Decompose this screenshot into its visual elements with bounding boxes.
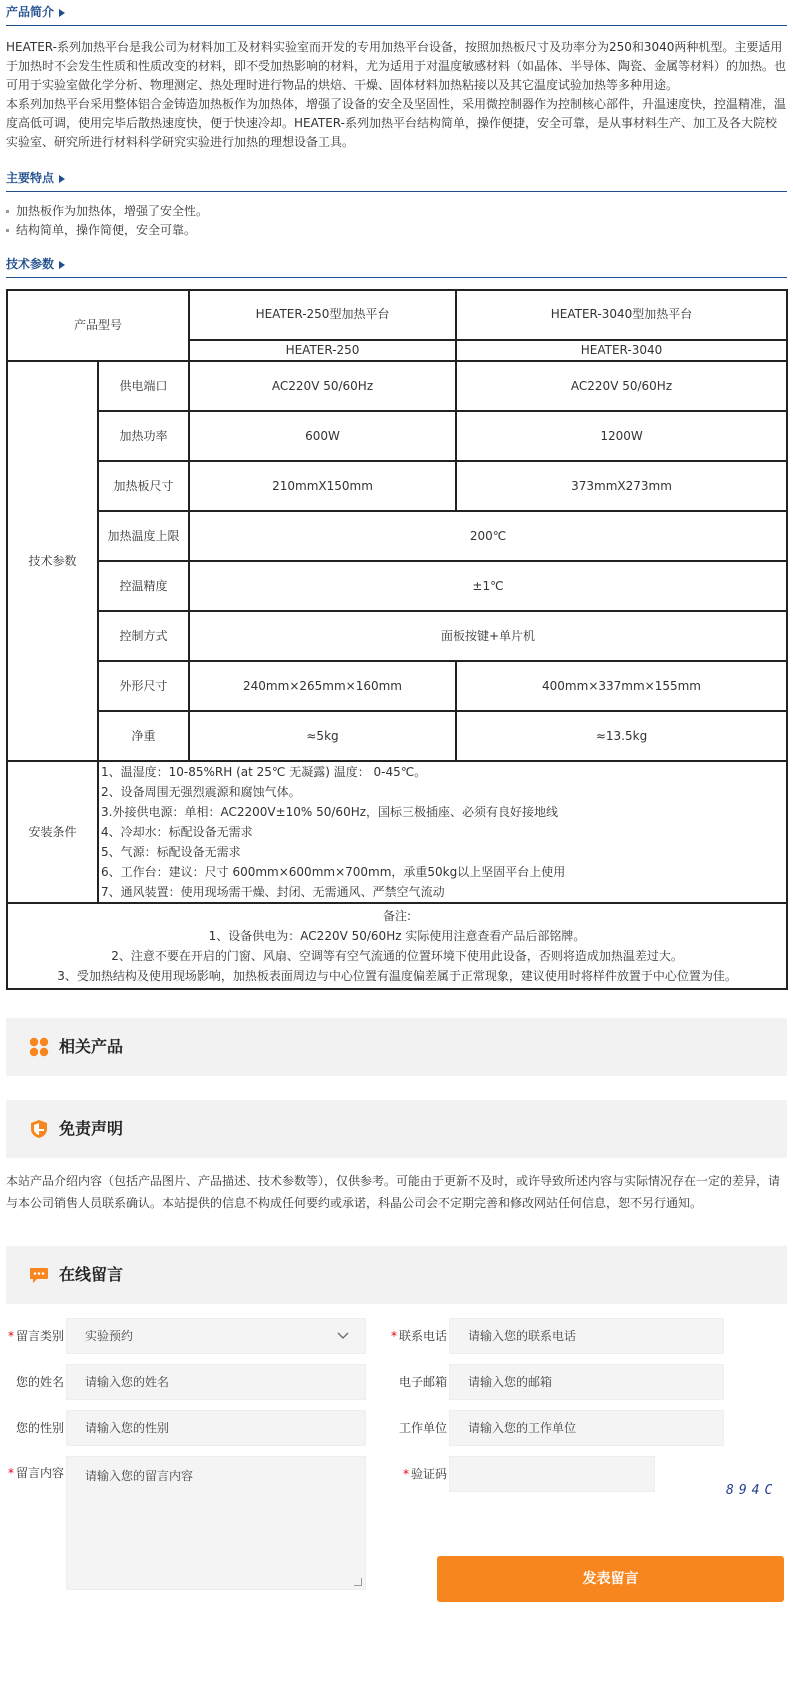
model-code-a: HEATER-250 [189, 340, 456, 361]
notes [7, 903, 787, 989]
panel-title: 在线留言 [59, 1265, 124, 1285]
content-row [6, 1456, 366, 1590]
cell-value: 面板按键+单片机 [189, 611, 787, 661]
email-row [389, 1364, 724, 1400]
row-label: 加热温度上限 [98, 511, 189, 561]
cell-value: AC220V 50/60Hz [189, 361, 456, 411]
install-item: 7、通风装置：使用现场需干燥、封闭、无需通风、严禁空气流动 [101, 885, 445, 900]
cell-value: 400mm×337mm×155mm [456, 661, 787, 711]
section-header-specs [6, 252, 787, 278]
row-label: 供电端口 [98, 361, 189, 411]
captcha-input[interactable] [449, 1456, 655, 1492]
install-item: 4、冷却水：标配设备无需求 [101, 825, 253, 840]
cell-value: 210mmX150mm [189, 461, 456, 511]
install-item: 1、温湿度：10-85%RH (at 25℃ 无凝露) 温度： 0-45℃。 [101, 765, 427, 780]
email-input[interactable]: 请输入您的邮箱 [449, 1364, 724, 1400]
gender-input[interactable]: 请输入您的性别 [66, 1410, 366, 1446]
resize-handle-icon[interactable] [354, 1578, 362, 1586]
row-label: 加热功率 [98, 411, 189, 461]
content-label: * 留言内容 [7, 1466, 64, 1481]
company-label: 工作单位 [398, 1420, 447, 1435]
chevron-down-icon [337, 1327, 349, 1346]
gender-label: 您的性别 [15, 1420, 64, 1435]
cell-value: 1200W [456, 411, 787, 461]
install-label: 安装条件 [7, 761, 98, 903]
cell-value: 240mm×265mm×160mm [189, 661, 456, 711]
list-item: 结构简单，操作简便，安全可靠。 [6, 221, 787, 240]
model-name-a: HEATER-250型加热平台 [189, 290, 456, 340]
cell-value: ±1℃ [189, 561, 787, 611]
section-title: 技术参数 [6, 256, 55, 271]
row-label: 控温精度 [98, 561, 189, 611]
chat-icon [29, 1265, 49, 1285]
phone-input[interactable]: 请输入您的联系电话 [449, 1318, 724, 1354]
captcha-image[interactable]: 894C [726, 1483, 778, 1499]
triangle-right-icon [59, 175, 65, 183]
cell-value: 200℃ [189, 511, 787, 561]
install-item: 6、工作台：建议：尺寸 600mm×600mm×700mm，承重50kg以上坚固平台上使用 [101, 865, 566, 880]
note-item: 2、注意不要在开启的门窗、风扇、空调等有空气流通的位置环境下使用此设备，否则将造成加热温差过大。 [111, 949, 683, 964]
spec-table [6, 289, 788, 990]
company-input[interactable]: 请输入您的工作单位 [449, 1410, 724, 1446]
name-label: 您的姓名 [15, 1374, 64, 1389]
message-form [6, 1318, 786, 1618]
triangle-right-icon [59, 9, 65, 17]
email-label: 电子邮箱 [398, 1374, 447, 1389]
row-label: 控制方式 [98, 611, 189, 661]
company-row [389, 1410, 724, 1446]
install-conditions [98, 761, 787, 903]
name-input[interactable]: 请输入您的姓名 [66, 1364, 366, 1400]
phone-label: * 联系电话 [390, 1328, 447, 1343]
content-textarea[interactable] [66, 1456, 366, 1590]
note-item: 1、设备供电为：AC220V 50/60Hz 实际使用注意查看产品后部铭牌。 [208, 929, 586, 944]
install-item: 5、气源：标配设备无需求 [101, 845, 241, 860]
cell-value: 600W [189, 411, 456, 461]
category-label: * 留言类别 [7, 1328, 64, 1343]
phone-row [389, 1318, 724, 1354]
disclaimer-header [6, 1100, 787, 1158]
section-header-features [6, 166, 787, 192]
panel-title: 免责声明 [59, 1119, 124, 1139]
intro-text [6, 26, 787, 166]
submit-button[interactable]: 发表留言 [437, 1556, 784, 1602]
category-select[interactable] [66, 1318, 366, 1354]
cell-value: AC220V 50/60Hz [456, 361, 787, 411]
shield-icon [29, 1119, 49, 1139]
section-header-intro [6, 0, 787, 26]
model-name-b: HEATER-3040型加热平台 [456, 290, 787, 340]
gender-row [6, 1410, 366, 1446]
cell-value: ≈13.5kg [456, 711, 787, 761]
related-products-header [6, 1018, 787, 1076]
row-label: 净重 [98, 711, 189, 761]
note-item: 3、受加热结构及使用现场影响，加热板表面周边与中心位置有温度偏差属于正常现象，建议使用时将样件放置于中心位置为佳。 [57, 969, 737, 984]
spec-group-label: 技术参数 [7, 361, 98, 761]
triangle-right-icon [59, 261, 65, 269]
disclaimer-text: 本站产品介绍内容（包括产品图片、产品描述、技术参数等），仅供参考。可能由于更新不及时，或许导致所述内容与实际情况存在一定的差异，请与本公司销售人员联系确认。本站提供的信息不构成任何要约或承诺，科晶公司会不定期完善和修改网站任何信息，恕不另行通知。 [6, 1174, 781, 1211]
intro-paragraph: HEATER-系列加热平台是我公司为材料加工及材料实验室而开发的专用加热平台设备，按照加热板尺寸及功率分为250和3040两种机型。主要适用于加热时不会发生性质和性质改变的材料，即不受加热影响的材料，尤为适用于对温度敏感材料（如晶体、半导体、陶瓷、金属等材料）的加热。也可用于实验室做化学分析、物理测定、热处理时进行物品的烘焙、干燥、固体材料加热粘接以及其它温度试验加热等多种用途。 [6, 40, 787, 92]
captcha-label: * 验证码 [402, 1466, 447, 1481]
install-item: 2、设备周围无强烈震源和腐蚀气体。 [101, 785, 301, 800]
grid-icon [29, 1037, 49, 1057]
row-label: 加热板尺寸 [98, 461, 189, 511]
captcha-row [389, 1456, 655, 1492]
message-header [6, 1246, 787, 1304]
section-title: 产品简介 [6, 4, 55, 19]
intro-paragraph: 本系列加热平台采用整体铝合金铸造加热板作为加热体，增强了设备的安全及坚固性，采用微控制器作为控制核心部件，升温速度快，控温精准，温度高低可调，使用完毕后散热速度快，便于快速冷却。HEATER-系列加热平台结构简单，操作便捷，安全可靠，是从事材料生产、加工及各大院校实验室、研究所进行材料科学研究实验进行加热的理想设备工具。 [6, 97, 787, 149]
list-item: 加热板作为加热体，增强了安全性。 [6, 202, 787, 221]
install-item: 3.外接供电源：单相：AC2200V±10% 50/60Hz，国标三极插座、必须有良好接地线 [101, 805, 559, 820]
category-row [6, 1318, 366, 1354]
panel-title: 相关产品 [59, 1037, 124, 1057]
name-row [6, 1364, 366, 1400]
notes-title: 备注: [382, 909, 412, 924]
category-value: 实验预约 [85, 1328, 134, 1343]
section-title: 主要特点 [6, 170, 55, 185]
model-code-b: HEATER-3040 [456, 340, 787, 361]
cell-value: ≈5kg [189, 711, 456, 761]
row-label: 外形尺寸 [98, 661, 189, 711]
content-placeholder: 请输入您的留言内容 [85, 1469, 194, 1484]
cell-value: 373mmX273mm [456, 461, 787, 511]
feature-list [6, 192, 787, 252]
model-label: 产品型号 [7, 290, 189, 361]
